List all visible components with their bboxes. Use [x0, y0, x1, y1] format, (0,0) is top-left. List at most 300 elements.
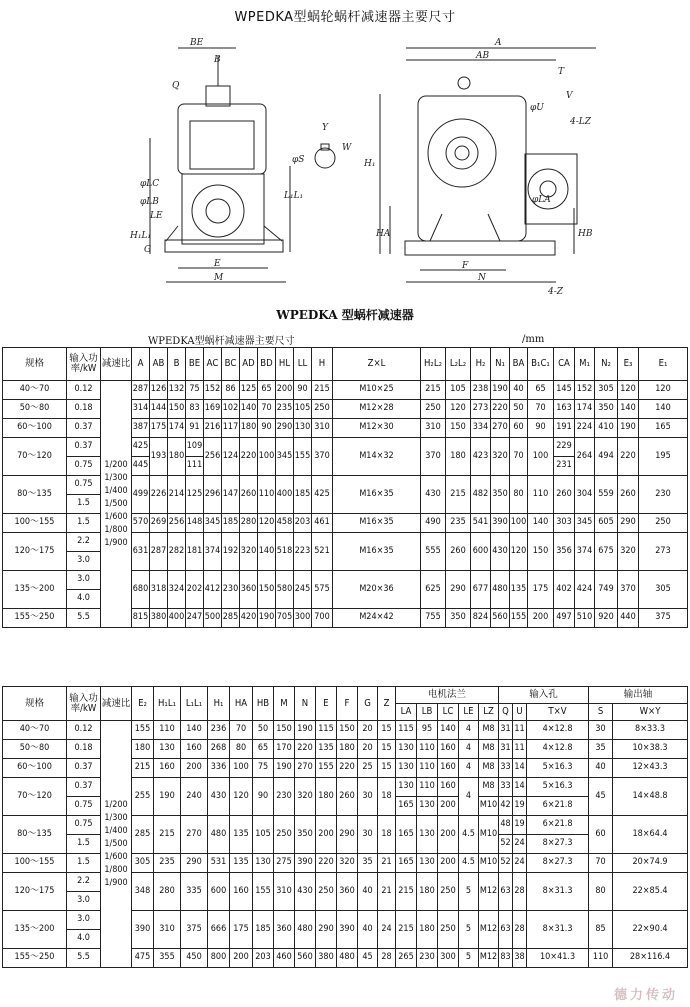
header-cell: N₁	[491, 348, 510, 381]
reducer-drawing	[0, 26, 690, 306]
value-cell: 90	[528, 419, 554, 438]
value-cell: 8×31.3	[527, 873, 589, 911]
value-cell: 256	[204, 438, 222, 476]
value-cell: 80	[230, 740, 253, 759]
header-cell: BE	[186, 348, 204, 381]
value-cell: 28	[378, 949, 396, 968]
value-cell: 360	[240, 571, 258, 609]
value-cell: 18×64.4	[613, 816, 688, 854]
value-cell: 345	[204, 514, 222, 533]
header-group-motor-flange: 电机法兰	[396, 687, 499, 704]
value-cell: 320	[618, 533, 639, 571]
value-cell: 135	[230, 816, 253, 854]
value-cell: 625	[421, 571, 446, 609]
value-cell: 250	[438, 911, 459, 949]
value-cell: 475	[132, 949, 154, 968]
value-cell: 631	[132, 533, 150, 571]
value-cell: 370	[421, 438, 446, 476]
value-cell: 150	[446, 419, 471, 438]
value-cell: 21	[378, 854, 396, 873]
value-cell: 220	[618, 438, 639, 476]
value-cell: 191	[554, 419, 575, 438]
value-cell: 4	[459, 721, 479, 740]
header-cell: AC	[204, 348, 222, 381]
value-cell: 130	[417, 816, 438, 854]
dim-E: E	[214, 259, 221, 269]
value-cell: 216	[204, 419, 222, 438]
value-cell: 555	[421, 533, 446, 571]
value-cell: 480	[491, 571, 510, 609]
value-cell: 480	[208, 816, 230, 854]
value-cell: 85	[589, 911, 613, 949]
header-cell: F	[337, 687, 358, 721]
header-cell: E	[316, 687, 337, 721]
ratio-cell: 1/200 1/300 1/400 1/500 1/600 1/800 1/900	[101, 721, 132, 968]
power-cell: 0.18	[67, 400, 101, 419]
value-cell: 111	[186, 457, 204, 476]
dim-U: φU	[530, 103, 544, 113]
dim-V: V	[566, 91, 573, 101]
value-cell: 120	[510, 533, 528, 571]
value-cell: 4.5	[459, 854, 479, 873]
value-cell: 220	[240, 438, 258, 476]
value-cell: 31	[499, 740, 513, 759]
value-cell: 800	[208, 949, 230, 968]
value-cell: 390	[132, 911, 154, 949]
value-cell: 19	[513, 816, 527, 835]
header-cell: HL	[276, 348, 294, 381]
value-cell: 202	[186, 571, 204, 609]
value-cell: 120	[618, 381, 639, 400]
value-cell: 180	[132, 740, 154, 759]
value-cell: 285	[222, 609, 240, 628]
value-cell: 500	[204, 609, 222, 628]
value-cell: 24	[513, 835, 527, 854]
header-cell: 规格	[3, 687, 67, 721]
value-cell: 110	[417, 740, 438, 759]
value-cell: 180	[417, 873, 438, 911]
value-cell: 355	[154, 949, 181, 968]
value-cell: 31	[499, 721, 513, 740]
dim-T: T	[558, 67, 565, 77]
power-cell: 1.5	[67, 854, 101, 873]
value-cell: 105	[294, 400, 312, 419]
value-cell: 305	[639, 571, 688, 609]
value-cell: 140	[181, 721, 208, 740]
value-cell: 318	[150, 571, 168, 609]
value-cell: 80	[589, 873, 613, 911]
header-group-input-hole: 输入孔	[499, 687, 589, 704]
value-cell: 185	[294, 476, 312, 514]
value-cell: 45	[358, 949, 378, 968]
dim-HA: HA	[376, 229, 391, 239]
dimension-table-2	[2, 686, 688, 968]
dim-AB: AB	[476, 51, 490, 61]
value-cell: M10	[479, 797, 499, 816]
value-cell: 290	[446, 571, 471, 609]
spec-cell: 70～120	[3, 778, 67, 816]
value-cell: 52	[499, 854, 513, 873]
value-cell: 181	[186, 533, 204, 571]
value-cell: 180	[446, 438, 471, 476]
value-cell: M12	[479, 873, 499, 911]
value-cell: 115	[316, 721, 337, 740]
power-cell: 5.5	[67, 949, 101, 968]
page-title: WPEDKA型蜗轮蜗杆减速器主要尺寸	[234, 10, 456, 25]
value-cell: 235	[276, 400, 294, 419]
value-cell: 260	[554, 476, 575, 514]
value-cell: 450	[181, 949, 208, 968]
spec-cell: 155～250	[3, 609, 67, 628]
value-cell: 140	[528, 514, 554, 533]
value-cell: 412	[204, 571, 222, 609]
value-cell: 147	[222, 476, 240, 514]
value-cell: 324	[168, 571, 186, 609]
value-cell: 135	[316, 740, 337, 759]
value-cell: M8	[479, 721, 499, 740]
header-cell: E₂	[132, 687, 154, 721]
value-cell: 14	[513, 778, 527, 797]
header-cell: 输入功率/kW	[67, 687, 101, 721]
value-cell: 174	[168, 419, 186, 438]
value-cell: 4	[459, 740, 479, 759]
value-cell: 200	[316, 816, 337, 854]
value-cell: 70	[258, 400, 276, 419]
spec-cell: 135～200	[3, 571, 67, 609]
value-cell: 5×16.3	[527, 778, 589, 797]
value-cell: 130	[417, 854, 438, 873]
value-cell: 230	[417, 949, 438, 968]
value-cell: 575	[312, 571, 333, 609]
value-cell: 265	[396, 949, 417, 968]
value-cell: M12×30	[333, 419, 421, 438]
value-cell: 150	[274, 721, 295, 740]
dim-LE: LE	[150, 211, 163, 221]
value-cell: 250	[421, 400, 446, 419]
spec-cell: 120～175	[3, 533, 67, 571]
header-cell: BD	[258, 348, 276, 381]
value-cell: 95	[417, 721, 438, 740]
value-cell: 285	[132, 816, 154, 854]
value-cell: 24	[513, 854, 527, 873]
dim-S: φS	[292, 155, 305, 165]
dim-G: G	[144, 245, 152, 255]
value-cell: 80	[510, 476, 528, 514]
value-cell: 40	[510, 381, 528, 400]
header-cell: B₁C₁	[528, 348, 554, 381]
dim-A: A	[495, 38, 502, 48]
value-cell: 100	[510, 514, 528, 533]
power-cell: 0.18	[67, 740, 101, 759]
value-cell: 350	[295, 816, 316, 854]
value-cell: 175	[230, 911, 253, 949]
value-cell: 102	[222, 400, 240, 419]
value-cell: M12	[479, 949, 499, 968]
dim-LZ: 4-LZ	[570, 117, 591, 127]
value-cell: 174	[575, 400, 595, 419]
spec-cell: 120～175	[3, 873, 67, 911]
power-cell: 5.5	[67, 609, 101, 628]
header-cell: HA	[230, 687, 253, 721]
value-cell: 247	[186, 609, 204, 628]
value-cell: 280	[240, 514, 258, 533]
value-cell: 480	[337, 949, 358, 968]
value-cell: 370	[312, 438, 333, 476]
value-cell: 144	[150, 400, 168, 419]
value-cell: 155	[294, 438, 312, 476]
value-cell: 140	[639, 400, 688, 419]
dimension-table-1	[2, 347, 688, 628]
value-cell: 70	[589, 854, 613, 873]
value-cell: 130	[294, 419, 312, 438]
value-cell: 461	[312, 514, 333, 533]
dim-F: F	[462, 261, 469, 271]
value-cell: 605	[595, 514, 618, 533]
value-cell: 15	[378, 759, 396, 778]
value-cell: 30	[358, 816, 378, 854]
value-cell: 531	[208, 854, 230, 873]
value-cell: 180	[240, 419, 258, 438]
value-cell: 130	[396, 759, 417, 778]
power-cell: 4.0	[67, 590, 101, 609]
value-cell: 560	[491, 609, 510, 628]
header-cell: H₂L₂	[421, 348, 446, 381]
value-cell: 482	[471, 476, 491, 514]
dim-L1L1: L₁L₁	[284, 191, 304, 201]
value-cell: 124	[222, 438, 240, 476]
value-cell: 260	[446, 533, 471, 571]
value-cell: 350	[446, 609, 471, 628]
header-cell: LA	[396, 704, 417, 721]
dim-Y: Y	[322, 123, 328, 133]
value-cell: 348	[132, 873, 154, 911]
header-cell: E₁	[639, 348, 688, 381]
value-cell: 109	[186, 438, 204, 457]
dim-LB: φLB	[140, 197, 159, 207]
value-cell: 28×116.4	[613, 949, 688, 968]
value-cell: 10×41.3	[527, 949, 589, 968]
dim-M: M	[214, 273, 224, 283]
value-cell: 300	[294, 609, 312, 628]
value-cell: 200	[181, 759, 208, 778]
value-cell: 38	[513, 949, 527, 968]
power-cell: 0.75	[67, 457, 101, 476]
value-cell: 30	[358, 778, 378, 816]
value-cell: 175	[150, 419, 168, 438]
header-cell: L₁L₁	[181, 687, 208, 721]
value-cell: 126	[150, 381, 168, 400]
table-2-header-top	[3, 687, 688, 704]
unit-label: /mm	[522, 334, 545, 345]
header-cell: AD	[240, 348, 258, 381]
value-cell: 334	[471, 419, 491, 438]
value-cell: 18	[378, 816, 396, 854]
value-cell: 240	[181, 778, 208, 816]
value-cell: 75	[186, 381, 204, 400]
value-cell: 310	[274, 873, 295, 911]
value-cell: 35	[358, 854, 378, 873]
value-cell: 130	[154, 740, 181, 759]
value-cell: M10×25	[333, 381, 421, 400]
value-cell: 666	[208, 911, 230, 949]
value-cell: 120	[639, 381, 688, 400]
power-cell: 3.0	[67, 892, 101, 911]
power-cell: 0.12	[67, 721, 101, 740]
value-cell: 390	[337, 911, 358, 949]
power-cell: 1.5	[67, 835, 101, 854]
dim-LA: φLA	[532, 195, 551, 205]
value-cell: 269	[150, 514, 168, 533]
value-cell: 445	[132, 457, 150, 476]
value-cell: 155	[253, 873, 274, 911]
value-cell: 270	[181, 816, 208, 854]
value-cell: 400	[168, 609, 186, 628]
value-cell: 320	[240, 533, 258, 571]
value-cell: 115	[396, 721, 417, 740]
value-cell: 310	[421, 419, 446, 438]
value-cell: 90	[253, 778, 274, 816]
value-cell: 214	[168, 476, 186, 514]
header-cell: N	[295, 687, 316, 721]
table-row	[3, 721, 688, 740]
value-cell: 65	[253, 740, 274, 759]
value-cell: 8×27.3	[527, 835, 589, 854]
value-cell: 494	[595, 438, 618, 476]
table-1-header	[3, 348, 688, 381]
value-cell: 374	[575, 533, 595, 571]
header-cell: B	[168, 348, 186, 381]
power-cell: 0.75	[67, 476, 101, 495]
value-cell: 6×21.8	[527, 797, 589, 816]
value-cell: 499	[132, 476, 150, 514]
value-cell: 560	[295, 949, 316, 968]
value-cell: 180	[316, 778, 337, 816]
value-cell: 4×12.8	[527, 721, 589, 740]
value-cell: 410	[595, 419, 618, 438]
header-cell: BA	[510, 348, 528, 381]
value-cell: M8	[479, 778, 499, 797]
value-cell: 518	[276, 533, 294, 571]
value-cell: 160	[154, 759, 181, 778]
value-cell: 160	[438, 740, 459, 759]
value-cell: 163	[554, 400, 575, 419]
table-row	[3, 381, 688, 400]
value-cell: 400	[276, 476, 294, 514]
value-cell: 260	[618, 476, 639, 514]
value-cell: 282	[168, 533, 186, 571]
value-cell: 21	[378, 873, 396, 911]
value-cell: 570	[132, 514, 150, 533]
value-cell: 15	[378, 740, 396, 759]
value-cell: 155	[132, 721, 154, 740]
value-cell: 310	[312, 419, 333, 438]
power-cell: 1.5	[67, 514, 101, 533]
value-cell: 140	[438, 721, 459, 740]
value-cell: 215	[421, 381, 446, 400]
value-cell: 256	[168, 514, 186, 533]
value-cell: 273	[639, 533, 688, 571]
value-cell: 215	[396, 873, 417, 911]
value-cell: 5	[459, 873, 479, 911]
header-cell: LE	[459, 704, 479, 721]
value-cell: 86	[222, 381, 240, 400]
value-cell: 320	[491, 438, 510, 476]
value-cell: 815	[132, 609, 150, 628]
value-cell: 48	[499, 816, 513, 835]
value-cell: 12×43.3	[613, 759, 688, 778]
value-cell: 185	[222, 514, 240, 533]
dim-BE: BE	[190, 38, 204, 48]
spec-cell: 50～80	[3, 740, 67, 759]
header-cell: LL	[294, 348, 312, 381]
value-cell: 375	[639, 609, 688, 628]
value-cell: 45	[589, 778, 613, 816]
value-cell: 5	[459, 949, 479, 968]
value-cell: 370	[618, 571, 639, 609]
value-cell: 231	[554, 457, 575, 476]
value-cell: 440	[618, 609, 639, 628]
value-cell: 120	[230, 778, 253, 816]
value-cell: 140	[240, 400, 258, 419]
value-cell: 150	[337, 721, 358, 740]
value-cell: 230	[222, 571, 240, 609]
value-cell: 680	[132, 571, 150, 609]
value-cell: 425	[132, 438, 150, 457]
value-cell: 521	[312, 533, 333, 571]
header-cell: M₁	[575, 348, 595, 381]
value-cell: 192	[222, 533, 240, 571]
value-cell: 402	[554, 571, 575, 609]
value-cell: 430	[491, 533, 510, 571]
value-cell: 235	[446, 514, 471, 533]
spec-cell: 60～100	[3, 419, 67, 438]
value-cell: 165	[396, 854, 417, 873]
value-cell: 336	[208, 759, 230, 778]
value-cell: 63	[499, 873, 513, 911]
value-cell: 824	[471, 609, 491, 628]
power-cell: 0.37	[67, 759, 101, 778]
spec-cell: 155～250	[3, 949, 67, 968]
value-cell: 8×33.3	[613, 721, 688, 740]
value-cell: 290	[316, 911, 337, 949]
value-cell: 15	[378, 721, 396, 740]
value-cell: 19	[513, 797, 527, 816]
value-cell: 705	[276, 609, 294, 628]
power-cell: 0.75	[67, 816, 101, 835]
value-cell: 60	[589, 816, 613, 854]
value-cell: 235	[154, 854, 181, 873]
value-cell: 250	[639, 514, 688, 533]
value-cell: 180	[337, 740, 358, 759]
value-cell: 180	[168, 438, 186, 476]
value-cell: 155	[316, 759, 337, 778]
power-cell: 0.37	[67, 419, 101, 438]
value-cell: 600	[471, 533, 491, 571]
value-cell: 70	[528, 400, 554, 419]
value-cell: 165	[639, 419, 688, 438]
value-cell: 226	[150, 476, 168, 514]
value-cell: 100	[258, 438, 276, 476]
value-cell: 224	[575, 419, 595, 438]
value-cell: 91	[186, 419, 204, 438]
value-cell: 375	[181, 911, 208, 949]
value-cell: 193	[150, 438, 168, 476]
header-cell: L₂L₂	[446, 348, 471, 381]
value-cell: 25	[358, 759, 378, 778]
value-cell: 150	[168, 400, 186, 419]
value-cell: M12	[479, 911, 499, 949]
value-cell: 497	[554, 609, 575, 628]
